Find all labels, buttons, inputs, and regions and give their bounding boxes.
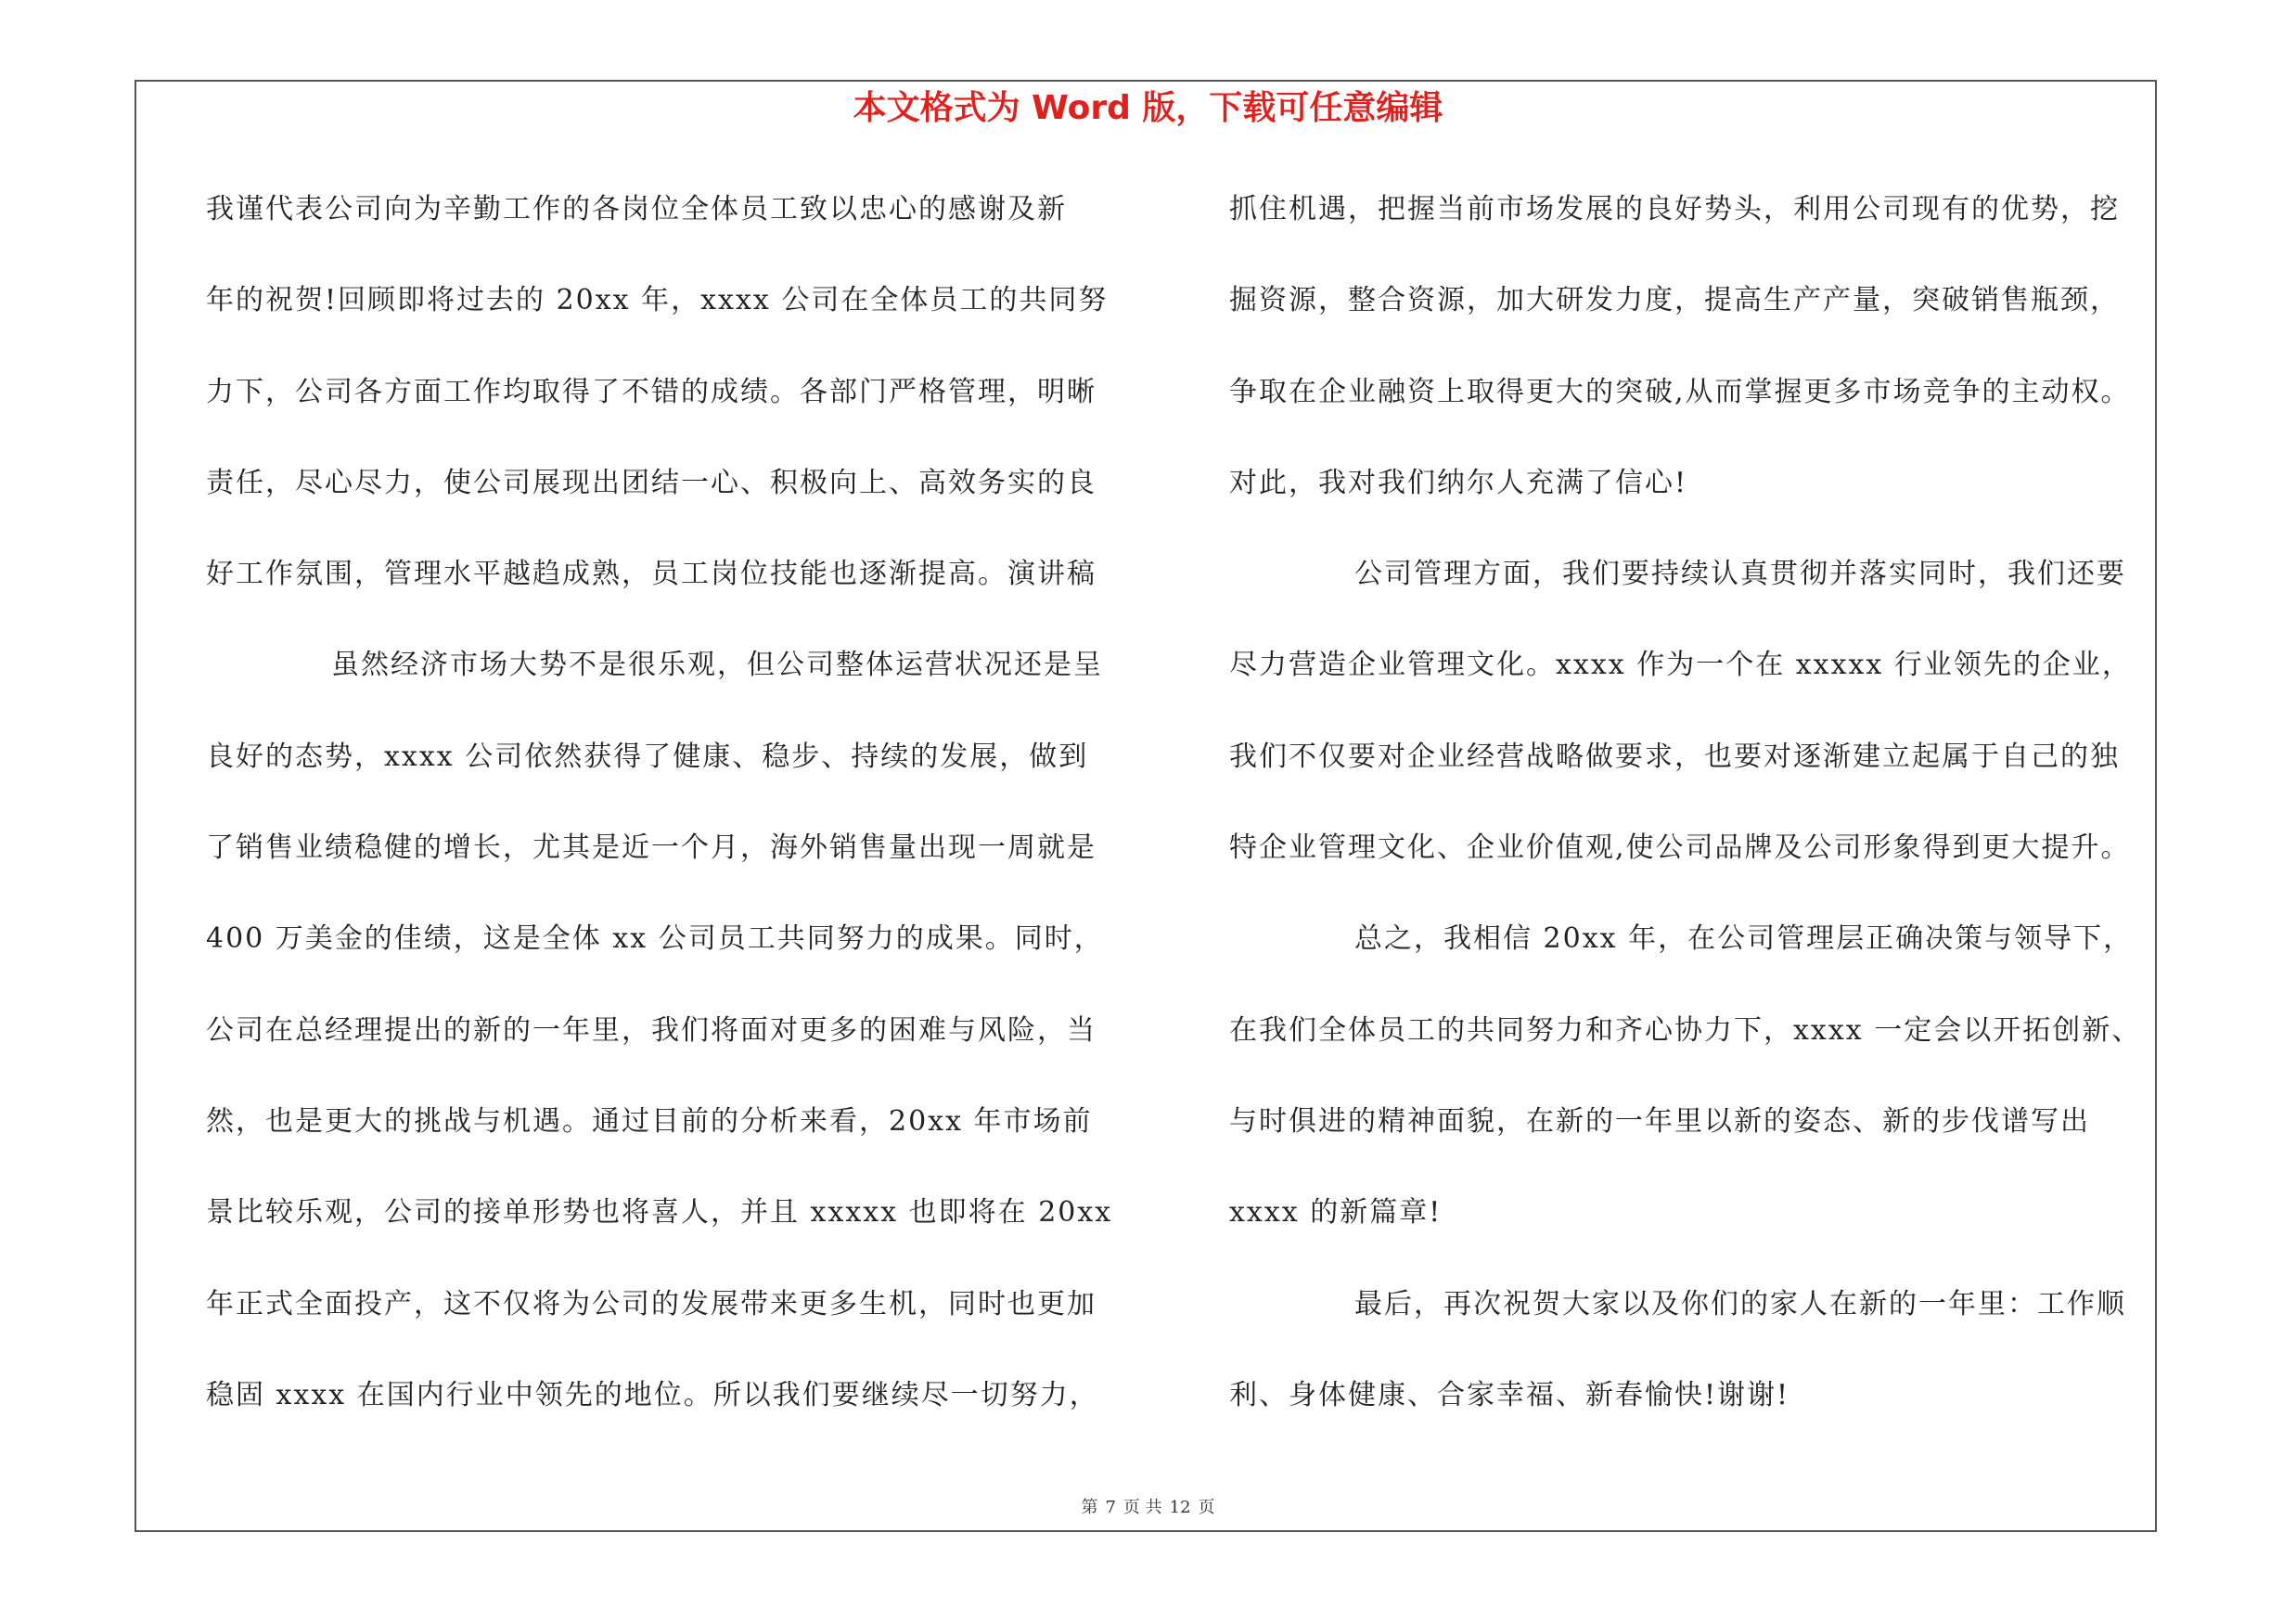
text-line: 总之，我相信 20xx 年，在公司管理层正确决策与领导下， — [1354, 922, 2134, 956]
text-line: 景比较乐观，公司的接单形势也将喜人，并且 xxxxx 也即将在 20xx — [206, 1196, 1113, 1230]
text-line: 最后，再次祝贺大家以及你们的家人在新的一年里：工作顺 — [1354, 1287, 2126, 1320]
page-footer — [0, 1494, 2296, 1518]
text-line: 特企业管理文化、企业价值观,使公司品牌及公司形象得到更大提升。 — [1229, 831, 2131, 865]
text-line: 了销售业绩稳健的增长，尤其是近一个月，海外销售量出现一周就是 — [206, 831, 1097, 865]
text-line: 公司管理方面，我们要持续认真贯彻并落实同时，我们还要 — [1354, 558, 2126, 591]
text-line: 力下，公司各方面工作均取得了不错的成绩。各部门严格管理，明晰 — [206, 375, 1097, 408]
text-line: 抓住机遇，把握当前市场发展的良好势头，利用公司现有的优势，挖 — [1229, 193, 2120, 225]
text-line: 年正式全面投产，这不仅将为公司的发展带来更多生机，同时也更加 — [206, 1287, 1097, 1320]
footer-middle: 页 共 — [1122, 1498, 1162, 1517]
text-line: 尽力营造企业管理文化。xxxx 作为一个在 xxxxx 行业领先的企业， — [1229, 649, 2132, 682]
text-line: 责任，尽心尽力，使公司展现出团结一心、积极向上、高效务实的良 — [206, 466, 1097, 499]
text-line: 好工作氛围，管理水平越趋成熟，员工岗位技能也逐渐提高。演讲稿 — [206, 558, 1097, 591]
text-line: 在我们全体员工的共同努力和齐心协力下，xxxx 一定会以开拓创新、 — [1229, 1013, 2142, 1047]
footer-suffix: 页 — [1198, 1498, 1215, 1517]
text-line: 然，也是更大的挑战与机遇。通过目前的分析来看，20xx 年市场前 — [206, 1104, 1093, 1138]
text-line: 利、身体健康、合家幸福、新春愉快!谢谢! — [1229, 1378, 1790, 1411]
text-line: 公司在总经理提出的新的一年里，我们将面对更多的困难与风险，当 — [206, 1013, 1097, 1047]
left-column — [206, 186, 1134, 1462]
right-column — [1229, 186, 2213, 1462]
text-line: 虽然经济市场大势不是很乐观，但公司整体运营状况还是呈 — [331, 649, 1103, 682]
text-line: 400 万美金的佳绩，这是全体 xx 公司员工共同努力的成果。同时， — [206, 922, 1104, 956]
text-line: 稳固 xxxx 在国内行业中领先的地位。所以我们要继续尽一切努力， — [206, 1378, 1099, 1411]
text-line: xxxx 的新篇章! — [1229, 1196, 1443, 1230]
text-line: 与时俱进的精神面貌，在新的一年里以新的姿态、新的步伐谱写出 — [1229, 1104, 2090, 1138]
text-line: 我们不仅要对企业经营战略做要求，也要对逐渐建立起属于自己的独 — [1229, 740, 2120, 773]
text-line: 良好的态势，xxxx 公司依然获得了健康、稳步、持续的发展，做到 — [206, 740, 1089, 773]
footer-current-page: 7 — [1105, 1498, 1116, 1517]
text-line: 掘资源，整合资源，加大研发力度，提高生产产量，突破销售瓶颈， — [1229, 284, 2120, 317]
footer-prefix: 第 — [1081, 1498, 1098, 1517]
format-banner: 本文格式为 Word 版，下载可任意编辑 — [853, 89, 1443, 127]
text-line: 争取在企业融资上取得更大的突破,从而掌握更多市场竞争的主动权。 — [1229, 375, 2131, 408]
footer-total-pages: 12 — [1169, 1498, 1191, 1517]
text-line: 对此，我对我们纳尔人充满了信心! — [1229, 466, 1688, 499]
text-line: 我谨代表公司向为辛勤工作的各岗位全体员工致以忠心的感谢及新 — [206, 193, 1067, 225]
text-line: 年的祝贺!回顾即将过去的 20xx 年，xxxx 公司在全体员工的共同努 — [206, 284, 1109, 317]
